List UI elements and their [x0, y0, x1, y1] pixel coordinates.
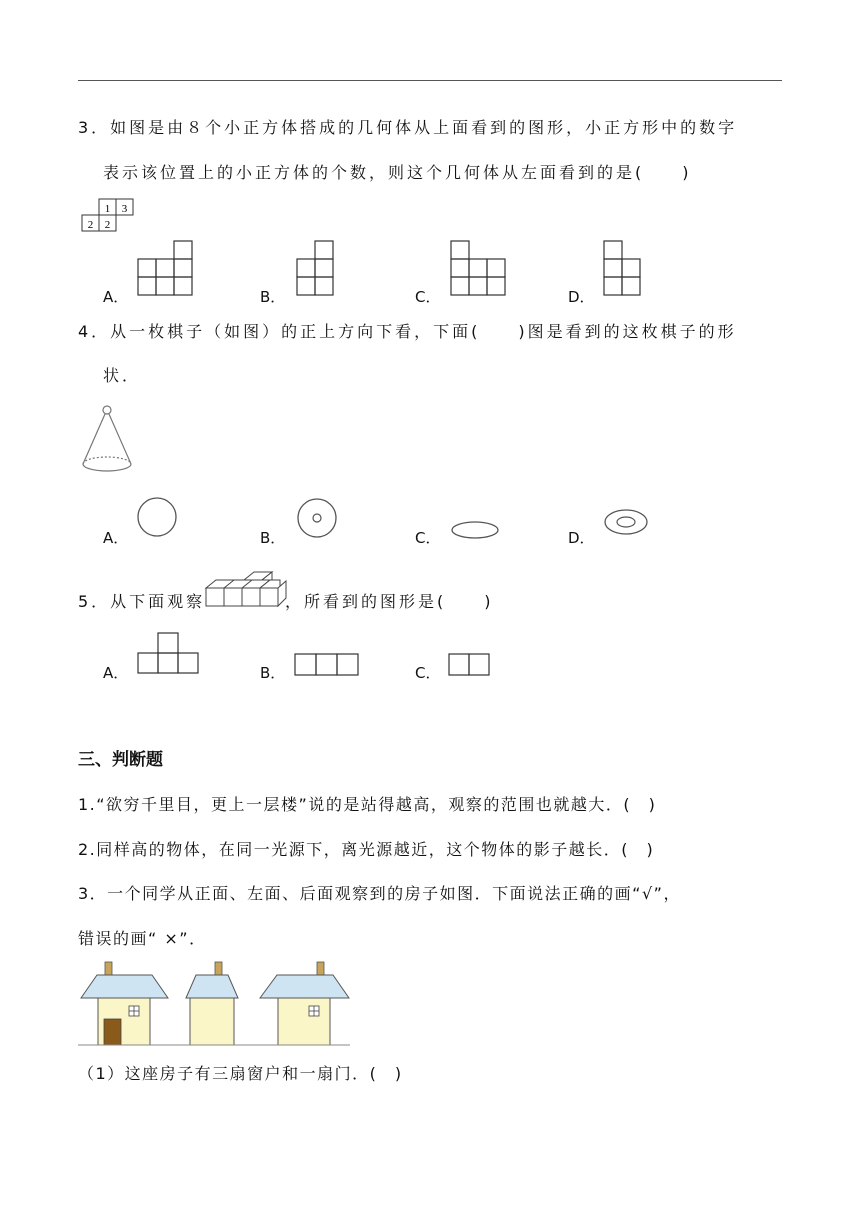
judgement-1: 1.“欲穷千里目，更上一层楼”说的是站得越高，观察的范围也就越大．( )	[78, 795, 657, 814]
q4-option-d-label: D．	[568, 529, 595, 547]
q4-text-line2: 状．	[103, 366, 142, 385]
q4-option-b-figure	[296, 499, 338, 541]
q5-text-suffix: ，所看到的图形是( )	[285, 592, 494, 611]
q4-option-c-label: C．	[415, 529, 441, 547]
q3-option-d-label: D．	[568, 288, 595, 306]
q4-text-line1: 4．从一枚棋子（如图）的正上方向下看，下面( )图是看到的这枚棋子的形	[78, 322, 737, 341]
q4-option-a-figure	[136, 497, 178, 539]
judgement-2: 2.同样高的物体，在同一光源下，离光源越近，这个物体的影子越长．( )	[78, 840, 655, 859]
q5-option-a-figure	[137, 632, 201, 676]
q3-option-c-figure	[450, 240, 506, 298]
house-back-view	[260, 962, 349, 1045]
q5-cube-stack-figure	[206, 570, 288, 610]
q3-option-b-figure	[296, 240, 334, 298]
q3-option-d-figure	[603, 240, 641, 298]
q4-option-d-figure	[602, 508, 652, 538]
q4-option-b-label: B．	[260, 529, 286, 547]
top-view-num-3: 2	[87, 219, 94, 231]
house-front-view	[81, 962, 168, 1045]
q5-option-a-label: A．	[103, 664, 129, 682]
judgement-3-line2: 错误的画“ ×”．	[78, 929, 207, 948]
q5-option-b-label: B．	[260, 664, 286, 682]
q4-option-c-figure	[450, 518, 500, 542]
section-title-judgement: 三、判断题	[78, 750, 163, 770]
q3-option-a-label: A．	[103, 288, 129, 306]
house-views-figure	[78, 960, 350, 1048]
q3-option-a-figure	[137, 240, 193, 298]
header-rule	[78, 80, 782, 81]
judgement-3-sub-1: （1）这座房子有三扇窗户和一扇门．( )	[78, 1064, 403, 1083]
q5-option-c-label: C．	[415, 664, 441, 682]
q3-option-b-label: B．	[260, 288, 286, 306]
top-view-num-2: 3	[121, 203, 128, 215]
q3-text-line1: 3．如图是由８个小正方体搭成的几何体从上面看到的图形，小正方形中的数字	[78, 118, 738, 137]
house-left-view	[186, 962, 238, 1045]
q5-option-c-figure	[448, 653, 492, 677]
q5-option-b-figure	[294, 653, 360, 677]
q4-option-a-label: A．	[103, 529, 129, 547]
top-view-num-4: 2	[104, 219, 111, 231]
top-view-num-1: 1	[104, 203, 111, 215]
q5-text-prefix: 5．从下面观察	[78, 592, 206, 611]
q4-chess-piece-figure	[80, 404, 136, 476]
judgement-3-line1: 3．一个同学从正面、左面、后面观察到的房子如图．下面说法正确的画“√”，	[78, 884, 681, 903]
q3-top-view-figure	[80, 198, 136, 234]
q3-option-c-label: C．	[415, 288, 441, 306]
q3-text-line2: 表示该位置上的小正方体的个数，则这个几何体从左面看到的是( )	[103, 163, 692, 182]
